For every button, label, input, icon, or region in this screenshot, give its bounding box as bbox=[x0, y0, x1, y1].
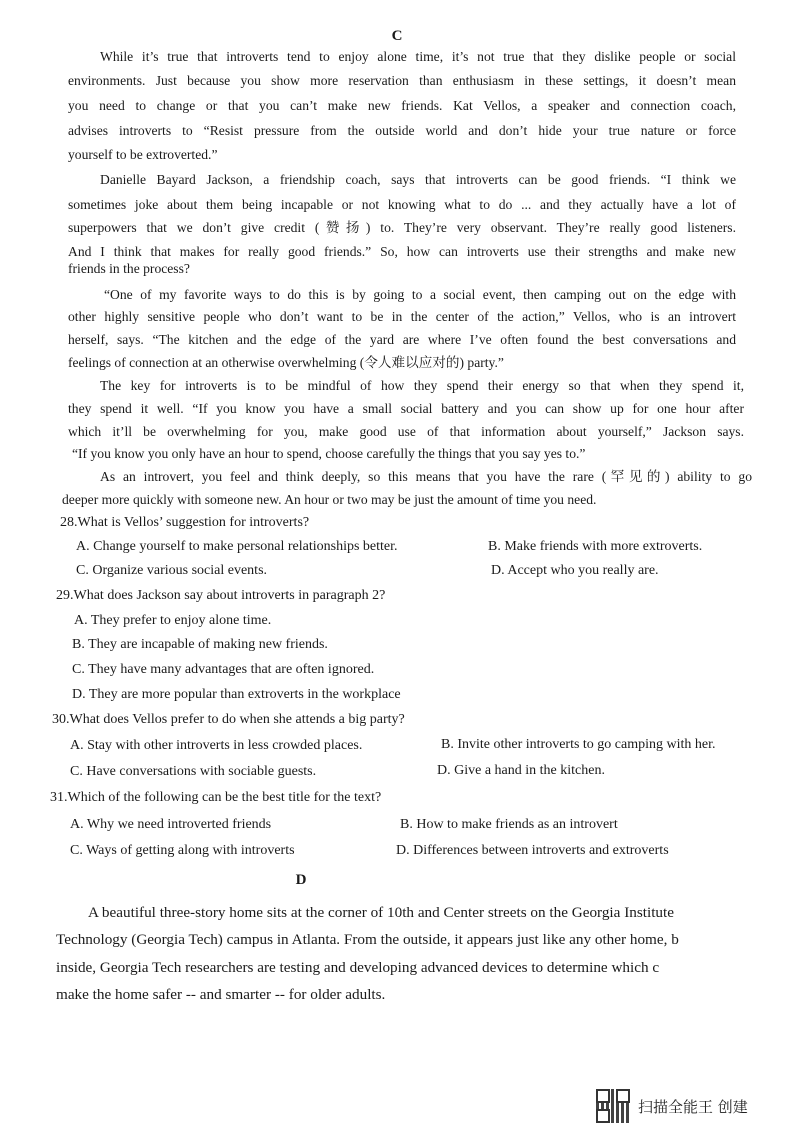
passage-c-line: feelings of connection at an otherwise overwhelming (令人难以应对的) party.” bbox=[68, 355, 504, 370]
question-option: C. Organize various social events. bbox=[76, 563, 268, 578]
question-stem: 28.What is Vellos’ suggestion for introverts? bbox=[60, 515, 310, 530]
passage-c-line: As an introvert, you feel and think deeply, so this means that you have the rare (罕见的) ability to go bbox=[100, 469, 752, 484]
passage-c-line: superpowers that we don’t give credit (赞扬) to. They’re very observant. They’re really good listeners. bbox=[68, 220, 736, 235]
passage-c-line: Danielle Bayard Jackson, a friendship coach, says that introverts can be good friends. “I think we bbox=[100, 172, 736, 187]
section-d-title: D bbox=[295, 872, 307, 888]
passage-c-line: environments. Just because you show more reservation than enthusiasm in these settings, it doesn’t mean bbox=[68, 73, 736, 88]
section-c-title: C bbox=[391, 28, 403, 44]
question-stem: 31.Which of the following can be the best title for the text? bbox=[50, 790, 382, 805]
passage-c-line: they spend it well. “If you know you have a small social battery and you can show up for one hour after bbox=[68, 401, 744, 416]
question-option: B. Make friends with more extroverts. bbox=[488, 539, 703, 554]
question-option: D. Differences between introverts and extroverts bbox=[396, 843, 669, 858]
passage-d-line: Technology (Georgia Tech) campus in Atlanta. From the outside, it appears just like any other home, b bbox=[56, 931, 679, 948]
question-option: D. Give a hand in the kitchen. bbox=[437, 763, 605, 778]
question-option: D. Accept who you really are. bbox=[491, 563, 659, 578]
question-option: A. They prefer to enjoy alone time. bbox=[74, 613, 272, 628]
qr-code-icon bbox=[596, 1089, 630, 1123]
passage-c-line: other highly sensitive people who don’t want to be in the center of the action,” Vellos, who is an introvert bbox=[68, 309, 736, 324]
passage-d-line: A beautiful three-story home sits at the corner of 10th and Center streets on the Georgia Institute bbox=[88, 904, 674, 921]
passage-c-line: While it’s true that introverts tend to enjoy alone time, it’s not true that they dislike people or social bbox=[100, 49, 736, 64]
scanner-watermark bbox=[596, 1086, 748, 1126]
passage-c-line: The key for introverts is to be mindful of how they spend their energy so that when they spend it, bbox=[100, 378, 744, 393]
question-option: A. Stay with other introverts in less crowded places. bbox=[70, 738, 363, 753]
question-stem: 30.What does Vellos prefer to do when she attends a big party? bbox=[52, 712, 405, 727]
passage-c-line: which it’ll be overwhelming for you, make good use of that information about yourself,” Jackson says. bbox=[68, 424, 744, 439]
passage-c-line: deeper more quickly with someone new. An hour or two may be just the amount of time you need. bbox=[62, 492, 597, 507]
passage-c-line: herself, says. “The kitchen and the edge of the yard are where I’ve often found the best conversations and bbox=[68, 332, 736, 347]
question-option: A. Change yourself to make personal relationships better. bbox=[76, 539, 398, 554]
passage-c-line: friends in the process? bbox=[68, 261, 190, 276]
watermark-label: 扫描全能王 创建 bbox=[638, 1097, 748, 1116]
passage-c-line: “If you know you only have an hour to spend, choose carefully the things that you say yes to.” bbox=[72, 446, 586, 461]
passage-c-line: sometimes joke about them being incapable or not knowing what to do ... and they actually have a lot of bbox=[68, 197, 736, 212]
question-option: C. Have conversations with sociable guests. bbox=[70, 764, 317, 779]
question-option: B. How to make friends as an introvert bbox=[400, 817, 618, 832]
passage-c-line: advises introverts to “Resist pressure from the outside world and don’t hide your true nature or force bbox=[68, 123, 736, 138]
question-option: C. They have many advantages that are often ignored. bbox=[72, 662, 375, 677]
passage-c-line: “One of my favorite ways to do this is by going to a social event, then camping out on the edge with bbox=[104, 287, 736, 302]
question-option: D. They are more popular than extroverts in the workplace bbox=[72, 687, 401, 702]
passage-c-line: And I think that makes for really good friends.” So, how can introverts use their strengths and make new bbox=[68, 244, 736, 259]
passage-c-line: you need to change or that you can’t make new friends. Kat Vellos, a speaker and connection coach, bbox=[68, 98, 736, 113]
passage-d-line: inside, Georgia Tech researchers are testing and developing advanced devices to determine which c bbox=[56, 959, 660, 976]
question-option: C. Ways of getting along with introverts bbox=[70, 843, 295, 858]
passage-c-line: yourself to be extroverted.” bbox=[68, 147, 218, 162]
passage-d-line: make the home safer -- and smarter -- for older adults. bbox=[56, 986, 386, 1003]
question-stem: 29.What does Jackson say about introverts in paragraph 2? bbox=[56, 588, 386, 603]
question-option: B. Invite other introverts to go camping with her. bbox=[441, 737, 716, 752]
question-option: A. Why we need introverted friends bbox=[70, 817, 272, 832]
question-option: B. They are incapable of making new friends. bbox=[72, 637, 328, 652]
